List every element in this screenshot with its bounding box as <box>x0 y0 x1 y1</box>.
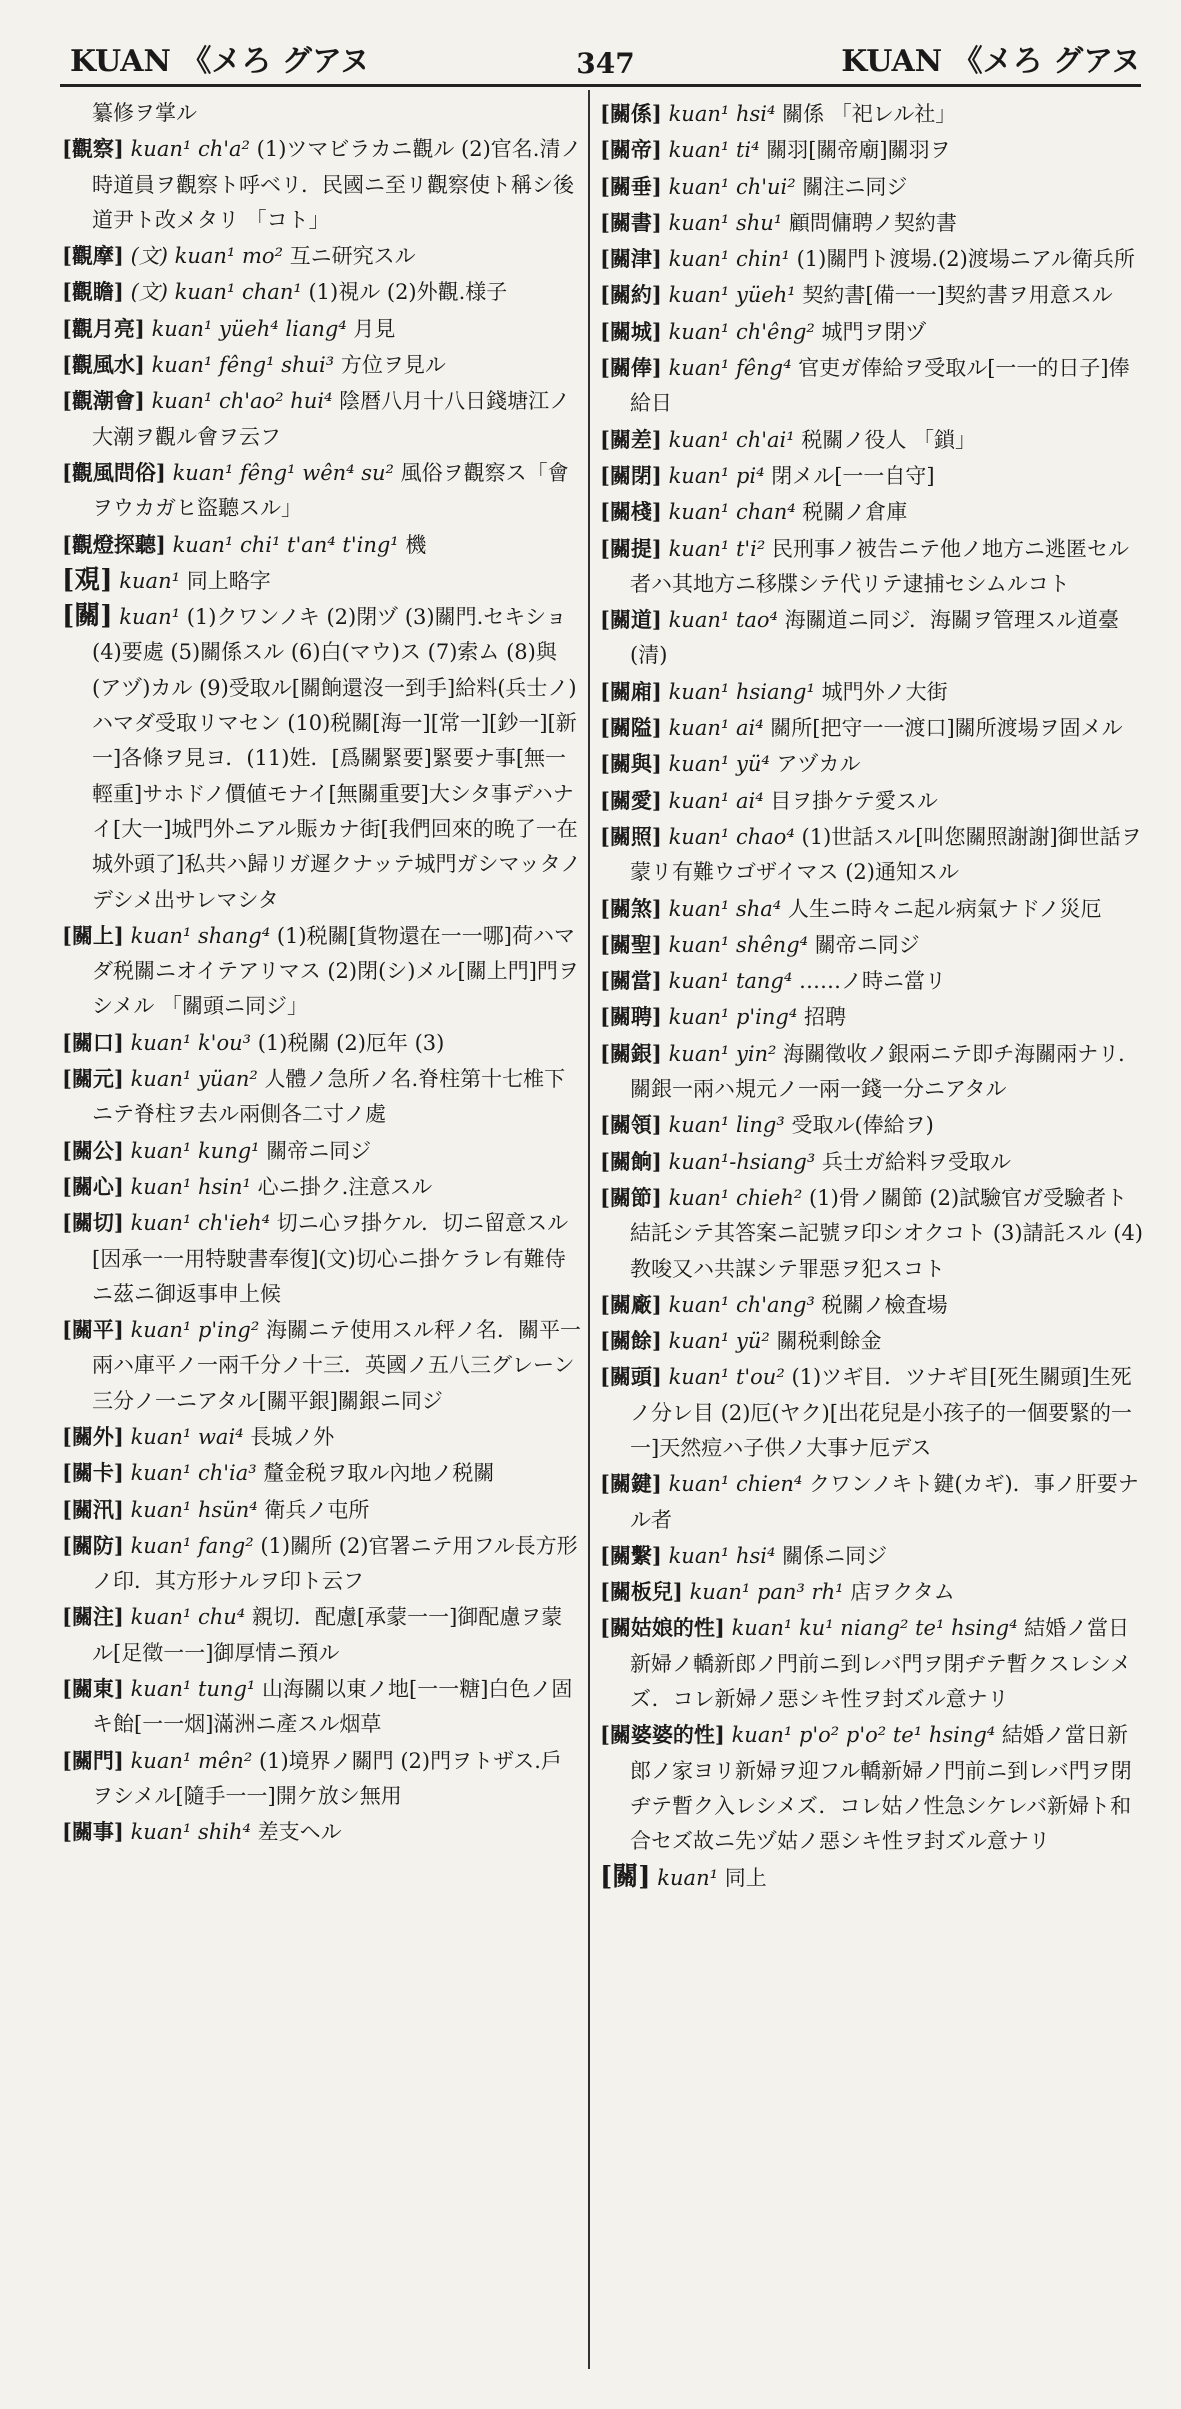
entry-definition: 人生ニ時々ニ起ル病氣ナドノ災厄 <box>787 896 1102 921</box>
entry-reading: kuan¹ ch'ao² hui⁴ <box>151 389 333 414</box>
entry-reading: kuan¹ fêng¹ wên⁴ su² <box>172 460 394 485</box>
entry-headword: [關婆婆的性] <box>600 1722 725 1748</box>
entry-reading: kuan¹ chien⁴ <box>668 1472 803 1497</box>
entry-definition: 纂修ヲ掌ル <box>92 101 197 125</box>
dictionary-entry <box>62 1169 582 1205</box>
dictionary-entry <box>600 1287 1145 1323</box>
entry-headword: [關防] <box>62 1532 124 1558</box>
dictionary-entry <box>600 277 1145 313</box>
entry-reading: kuan¹ yü² <box>668 1329 770 1354</box>
dictionary-entry <box>600 205 1145 241</box>
entry-headword: [關外] <box>62 1423 124 1449</box>
entry-reading: kuan¹ ch'ia³ <box>130 1461 257 1486</box>
dictionary-entry <box>600 1323 1145 1359</box>
entry-reading: kuan¹ shêng⁴ <box>668 932 809 957</box>
entry-headword: [關道] <box>600 607 662 633</box>
dictionary-entry <box>62 563 582 599</box>
entry-reading: kuan¹ ai⁴ <box>668 716 764 741</box>
entry-headword: [觀風水] <box>62 352 145 378</box>
entry-headword: [關隘] <box>600 715 662 741</box>
entry-headword: [觀摩] <box>62 243 124 269</box>
dictionary-entry <box>62 347 582 383</box>
right-column <box>600 96 1145 2369</box>
entry-headword: [關東] <box>62 1676 124 1702</box>
dictionary-entry <box>600 531 1145 603</box>
dictionary-entry <box>600 422 1145 458</box>
entry-reading: kuan¹ k'ou³ <box>130 1030 252 1055</box>
dictionary-entry <box>62 1419 582 1455</box>
dictionary-entry <box>62 1599 582 1671</box>
entry-reading: kuan¹ hsün⁴ <box>130 1497 258 1522</box>
dictionary-entry <box>62 311 582 347</box>
dictionary-entry <box>600 241 1145 277</box>
entry-headword: [關照] <box>600 823 662 849</box>
entry-reading: kuan¹ pi⁴ <box>668 463 765 488</box>
entry-headword: [關事] <box>62 1819 124 1845</box>
entry-definition: 關係ニ同ジ <box>782 1543 888 1568</box>
entry-headword: [關閉] <box>600 462 662 488</box>
entry-reading: kuan¹ shih⁴ <box>130 1820 251 1845</box>
dictionary-entry <box>62 96 582 131</box>
entry-reading: kuan¹ chu⁴ <box>130 1605 246 1630</box>
entry-headword: [觀潮會] <box>62 388 145 414</box>
entry-headword: [關愛] <box>600 787 662 813</box>
entry-definition: 海關道ニ同ジ．海關ヲ管理スル道臺(清) <box>630 608 1119 668</box>
entry-definition: 釐金税ヲ取ル內地ノ税關 <box>263 1461 495 1486</box>
dictionary-entry <box>62 527 582 563</box>
entry-headword: [關] <box>600 1861 651 1892</box>
dictionary-entry <box>600 1107 1145 1143</box>
entry-headword: [關節] <box>600 1184 662 1210</box>
entry-headword: [關繫] <box>600 1542 662 1568</box>
entry-definition: 機 <box>405 532 427 557</box>
entry-reading: kuan¹ <box>119 568 181 593</box>
entry-headword: [關姑娘的性] <box>600 1615 725 1641</box>
entry-definition: ……ノ時ニ當リ <box>798 969 946 994</box>
dictionary-entry <box>600 891 1145 927</box>
entry-definition: (1)骨ノ關節 (2)試驗官ガ受驗者ト結託シテ其答案ニ記號ヲ印シオクコト (3)請託スル (4)教唆又ハ共謀シテ罪惡ヲ犯スコト <box>630 1185 1144 1281</box>
dictionary-entry <box>62 1455 582 1491</box>
entry-definition: 心ニ掛ク.注意スル <box>257 1174 433 1199</box>
entry-definition: 同上 <box>724 1865 767 1890</box>
entry-definition: 關帝ニ同ジ <box>266 1138 372 1163</box>
column-divider <box>588 90 590 2369</box>
entry-reading: kuan¹ <box>657 1865 719 1890</box>
entry-reading: kuan¹ yüan² <box>130 1067 258 1092</box>
entry-definition: 衛兵ノ屯所 <box>264 1497 370 1522</box>
entry-reading: kuan¹ chao⁴ <box>668 824 795 849</box>
entry-reading: kuan¹ mên² <box>130 1748 253 1773</box>
dictionary-entry <box>600 746 1145 782</box>
entry-headword: [觀瞻] <box>62 279 124 305</box>
entry-definition: 親切．配慮[承蒙一一]御配慮ヲ蒙ル[足徵一一]御厚情ニ預ル <box>92 1605 563 1665</box>
entry-headword: [關廠] <box>600 1291 662 1317</box>
entry-reading: kuan¹ tao⁴ <box>668 608 778 633</box>
entry-reading: kuan¹ kung¹ <box>130 1138 260 1163</box>
left-column <box>62 96 582 2369</box>
entry-headword: [觀燈探聽] <box>62 531 166 557</box>
entry-reading: kuan¹ chan⁴ <box>668 500 796 525</box>
entry-definition: (1)税關 (2)厄年 (3) <box>257 1030 445 1055</box>
entry-reading: kuan¹ ling³ <box>668 1113 785 1138</box>
entry-headword: [關棧] <box>600 499 662 525</box>
entry-headword: [關汛] <box>62 1496 124 1522</box>
entry-reading: kuan¹ ch'ang³ <box>668 1292 815 1317</box>
entry-definition: 互ニ研究スル <box>289 244 416 269</box>
entry-definition: 招聘 <box>803 1005 846 1030</box>
entry-headword: [關元] <box>62 1066 124 1092</box>
entry-reading: kuan¹ yüeh⁴ liang⁴ <box>151 316 347 341</box>
entry-headword: [關心] <box>62 1173 124 1199</box>
entry-definition: 月見 <box>353 316 396 341</box>
entry-definition: (1)ツマビラカニ觀ル (2)官名.清ノ時道員ヲ觀察ト呼ベリ．民國ニ至リ觀察使ト稱シ後道尹ト改メタリ 「コト」 <box>92 137 582 232</box>
entry-reading: kuan¹ tung¹ <box>130 1677 256 1702</box>
entry-reading: kuan¹ ai⁴ <box>668 788 764 813</box>
entry-reading: (文) kuan¹ chan¹ <box>130 280 302 305</box>
dictionary-entry <box>600 458 1145 494</box>
entry-definition: 關注ニ同ジ <box>802 174 908 199</box>
dictionary-entry <box>62 1743 582 1815</box>
entry-definition: 同上略字 <box>186 568 271 593</box>
dictionary-entry <box>600 1860 1145 1896</box>
dictionary-entry <box>62 1061 582 1133</box>
entry-headword: [觀風問俗] <box>62 459 166 485</box>
dictionary-entry <box>600 1538 1145 1574</box>
entry-reading: kuan¹ pan³ rh¹ <box>689 1580 844 1605</box>
entry-reading: kuan¹ <box>119 605 181 630</box>
dictionary-entry <box>600 1717 1145 1859</box>
entry-definition: (1)境界ノ關門 (2)門ヲトザス.戶ヲシメル[隨手一一]開ケ放シ無用 <box>92 1748 562 1808</box>
entry-headword: [關鍵] <box>600 1471 662 1497</box>
entry-headword: [關餘] <box>600 1328 662 1354</box>
dictionary-entry <box>62 238 582 274</box>
entry-headword: [觀察] <box>62 136 124 162</box>
page-header <box>70 28 1141 80</box>
dictionary-entry <box>600 1466 1145 1538</box>
header-right: KUAN 《メろ グアヌ <box>841 44 1141 79</box>
entry-headword: [關公] <box>62 1137 124 1163</box>
entry-definition: 目ヲ掛ケテ愛スル <box>770 788 938 813</box>
entry-reading: kuan¹ ch'a² <box>130 137 250 162</box>
dictionary-entry <box>62 1312 582 1419</box>
dictionary-entry <box>62 455 582 527</box>
dictionary-entry <box>62 599 582 918</box>
entry-definition: 民刑事ノ被告ニテ他ノ地方ニ逃匿セル者ハ其地方ニ移牒シテ代リテ逮捕セシムルコト <box>630 536 1129 596</box>
entry-reading: kuan¹ tang⁴ <box>668 969 793 994</box>
entry-reading: kuan¹ yüeh¹ <box>668 283 796 308</box>
entry-reading: kuan¹ shu¹ <box>668 210 783 235</box>
entry-reading: kuan¹ hsiang¹ <box>668 679 815 704</box>
entry-reading: kuan¹ hsin¹ <box>130 1174 251 1199</box>
dictionary-entry <box>62 383 582 455</box>
entry-definition: 税關ノ倉庫 <box>802 500 908 525</box>
entry-headword: [關津] <box>600 246 662 272</box>
entry-headword: [關當] <box>600 968 662 994</box>
entry-headword: [關煞] <box>600 895 662 921</box>
entry-reading: kuan¹ p'o² p'o² te¹ hsing⁴ <box>731 1723 996 1748</box>
entry-definition: 關帝ニ同ジ <box>814 932 920 957</box>
entry-reading: kuan¹ fêng¹ shui³ <box>151 353 335 378</box>
entry-headword: [關約] <box>600 282 662 308</box>
dictionary-entry <box>62 1205 582 1312</box>
entry-reading: kuan¹ sha⁴ <box>668 896 782 921</box>
entry-definition: 風俗ヲ觀察ス「會ヲウカガヒ盜聽スル」 <box>92 460 569 521</box>
dictionary-entry <box>62 1025 582 1061</box>
header-rule <box>60 84 1141 87</box>
entry-definition: 兵士ガ給料ヲ受取ル <box>821 1149 1011 1174</box>
entry-reading: kuan¹ t'i² <box>668 536 766 561</box>
entry-definition: 城門外ノ大街 <box>821 679 948 704</box>
dictionary-entry <box>600 674 1145 710</box>
dictionary-entry <box>600 132 1145 168</box>
dictionary-entry <box>600 96 1145 132</box>
entry-definition: 長城ノ外 <box>250 1424 335 1449</box>
entry-headword: [關垂] <box>600 173 662 199</box>
dictionary-entry <box>600 494 1145 530</box>
page-number: 347 <box>576 47 635 80</box>
entry-definition: 城門ヲ閉ヅ <box>821 319 927 344</box>
entry-headword: [關板兒] <box>600 1579 683 1605</box>
entry-reading: kuan¹ t'ou² <box>668 1365 785 1390</box>
entry-headword: [關係] <box>600 101 662 126</box>
entry-headword: [關廂] <box>600 678 662 704</box>
dictionary-entry <box>62 1133 582 1169</box>
entry-definition: 受取ル(俸給ヲ) <box>791 1113 934 1138</box>
entry-definition: アヅカル <box>776 752 861 777</box>
entry-headword: [關提] <box>600 535 662 561</box>
entry-definition: (1)關門ト渡場.(2)渡場ニアル衛兵所 <box>796 247 1135 272</box>
entry-reading: kuan¹ ch'êng² <box>668 319 815 344</box>
entry-reading: kuan¹ fang² <box>130 1533 254 1558</box>
entry-reading: kuan¹-hsiang³ <box>668 1149 816 1174</box>
entry-headword: [關領] <box>600 1112 662 1138</box>
entry-headword: [關] <box>62 601 113 632</box>
dictionary-entry <box>600 963 1145 999</box>
dictionary-entry <box>600 350 1145 422</box>
entry-reading: (文) kuan¹ mo² <box>130 244 283 269</box>
entry-headword: [覌] <box>62 564 113 595</box>
entry-headword: [關帝] <box>600 137 662 163</box>
entry-headword: [關俸] <box>600 355 662 381</box>
entry-definition: 方位ヲ見ル <box>340 353 446 378</box>
entry-headword: [關餉] <box>600 1148 662 1174</box>
entry-headword: [關卡] <box>62 1460 124 1486</box>
entry-definition: (1)視ル (2)外觀.様子 <box>308 280 508 305</box>
dictionary-entry <box>62 1814 582 1850</box>
entry-definition: クワンノキト鍵(カギ)．事ノ肝要ナル者 <box>630 1472 1139 1532</box>
dictionary-entry <box>62 274 582 310</box>
entry-definition: 海關ニテ使用スル秤ノ名．關平一兩ハ庫平ノ一兩千分ノ十三．英國ノ五八三グレーン三分ノ一ニアタル[關平銀]關銀ニ同ジ <box>92 1318 581 1413</box>
dictionary-entry <box>600 819 1145 891</box>
entry-reading: kuan¹ yin² <box>668 1041 777 1066</box>
dictionary-entry <box>600 710 1145 746</box>
entry-reading: kuan¹ ku¹ niang² te¹ hsing⁴ <box>731 1616 1018 1641</box>
entry-headword: [關門] <box>62 1747 124 1773</box>
entry-definition: 關羽[關帝廟]關羽ヲ <box>766 138 951 163</box>
entry-reading: kuan¹ hsi⁴ <box>668 1543 776 1568</box>
entry-definition: 關所[把守一一渡口]關所渡場ヲ固メル <box>770 716 1123 741</box>
dictionary-entry <box>600 1574 1145 1610</box>
entry-headword: [關差] <box>600 426 662 452</box>
entry-definition: 店ヲクタム <box>850 1580 955 1605</box>
entry-reading: kuan¹ ch'ieh⁴ <box>130 1211 271 1236</box>
entry-reading: kuan¹ chieh² <box>668 1185 803 1210</box>
entry-definition: 結婚ノ當日新郎ノ家ヨリ新婦ヲ迎フル轎新婦ノ門前ニ到レバ門ヲ閉ヂテ暫ク入レシメズ．コレ姑ノ性急シケレバ新婦ト和合セズ故ニ先ヅ姑ノ惡シキ性ヲ封ズル意ナリ <box>630 1723 1132 1854</box>
dictionary-entry <box>600 1359 1145 1466</box>
dictionary-entry <box>62 131 582 238</box>
entry-definition: 税關ノ役人 「鎖」 <box>801 427 977 452</box>
entry-reading: kuan¹ chi¹ t'an⁴ t'ing¹ <box>172 532 399 557</box>
dictionary-entry <box>600 783 1145 819</box>
entry-definition: 海關徵收ノ銀兩ニテ即チ海關兩ナリ．關銀一兩ハ規元ノ一兩一錢一分ニアタル <box>630 1041 1140 1102</box>
entry-definition: (1)クワンノキ (2)閉ヅ (3)關門.セキショ (4)要處 (5)關係スル (6)白(マウ)ス (7)索ム (8)與(アヅ)カル (9)受取ル[關餉還沒一到手]給料(兵士ノ)ハマダ受取リマセン (10)税關[海一][常一][鈔一][新一]各條ヲ見ヨ．(11)姓．[爲關緊要]緊要ナ事[無一輕重]サホドノ價値モナイ[無關重要]大シタ事デハナイ[大一]城門外ニアル賑カナ街[我們回來的晩了一在城外頭了]私共ハ歸リガ遲クナッテ城門ガシマッタノデシメ出サレマシタ <box>92 605 582 912</box>
dictionary-entry <box>62 918 582 1025</box>
entry-reading: kuan¹ shang⁴ <box>130 923 271 948</box>
entry-definition: 關税剩餘金 <box>776 1329 882 1354</box>
entry-headword: [關書] <box>600 209 662 235</box>
entry-reading: kuan¹ ch'ui² <box>668 174 796 199</box>
entry-headword: [關銀] <box>600 1040 662 1066</box>
entry-headword: [關注] <box>62 1604 124 1630</box>
entry-definition: (1)ツギ目．ツナギ目[死生關頭]生死ノ分レ目 (2)厄(ヤク)[出花兒是小孩子的一個要緊的一一]天然痘ハ子供ノ大事ナ厄デス <box>630 1365 1132 1460</box>
dictionary-entry <box>62 1528 582 1600</box>
entry-reading: kuan¹ ch'ai¹ <box>668 427 795 452</box>
dictionary-entry <box>600 1036 1145 1108</box>
entry-definition: 契約書[備一一]契約書ヲ用意スル <box>802 283 1113 308</box>
entry-definition: (1)關所 (2)官署ニテ用フル長方形ノ印．其方形ナルヲ印ト云フ <box>92 1533 578 1594</box>
entry-headword: [關頭] <box>600 1364 662 1390</box>
entry-headword: [關城] <box>600 318 662 344</box>
entry-definition: 陰暦八月十八日錢塘江ノ大潮ヲ觀ル會ヲ云フ <box>92 389 571 449</box>
entry-reading: kuan¹ yü⁴ <box>668 752 770 777</box>
entry-reading: kuan¹ fêng⁴ <box>668 356 792 381</box>
dictionary-entry <box>600 1144 1145 1180</box>
entry-definition: (1)世話スル[叫您關照謝謝]御世話ヲ蒙リ有難ウゴザイマス (2)通知スル <box>630 824 1142 885</box>
entry-reading: kuan¹ chin¹ <box>668 247 790 272</box>
entry-headword: [關平] <box>62 1317 124 1343</box>
entry-reading: kuan¹ p'ing⁴ <box>668 1005 798 1030</box>
dictionary-entry <box>600 1180 1145 1287</box>
entry-definition: 税關ノ檢査場 <box>821 1292 948 1317</box>
entry-definition: 切ニ心ヲ掛ケル．切ニ留意スル[因承一一用特駛書奉復](文)切心ニ掛ケラレ有難侍ニ茲ニ御返事申上候 <box>92 1211 569 1306</box>
dictionary-entry <box>600 169 1145 205</box>
dictionary-entry <box>600 1610 1145 1717</box>
entry-definition: 閉メル[一一自守] <box>771 463 935 488</box>
entry-definition: 人體ノ急所ノ名.脊柱第十七椎下ニテ脊柱ヲ去ル兩側各二寸ノ處 <box>92 1067 566 1127</box>
entry-definition: (1)税關[貨物還在一一哪]荷ハマダ税關ニオイテアリマス (2)閉(シ)メル[關上門]門ヲシメル 「關頭ニ同ジ」 <box>92 923 579 1019</box>
entry-reading: kuan¹ hsi⁴ <box>668 102 776 126</box>
entry-headword: [關切] <box>62 1210 124 1236</box>
entry-definition: 顧問傭聘ノ契約書 <box>788 210 957 235</box>
dictionary-entry <box>600 602 1145 674</box>
dictionary-entry <box>600 314 1145 350</box>
entry-definition: 山海關以東ノ地[一一糖]白色ノ固キ飴[一一烟]滿洲ニ產スル烟草 <box>92 1677 573 1737</box>
entry-headword: [關口] <box>62 1029 124 1055</box>
header-left: KUAN 《メろ グアヌ <box>70 44 370 79</box>
entry-headword: [關聖] <box>600 931 662 957</box>
entry-reading: kuan¹ p'ing² <box>130 1318 260 1343</box>
dictionary-entry <box>62 1492 582 1528</box>
entry-reading: kuan¹ wai⁴ <box>130 1424 244 1449</box>
entry-definition: 關係 「祀レル社」 <box>782 102 957 126</box>
entry-headword: [關聘] <box>600 1004 662 1030</box>
entry-definition: 官吏ガ俸給ヲ受取ル[一一的日子]俸給日 <box>630 356 1130 416</box>
entry-headword: [觀月亮] <box>62 315 145 341</box>
entry-headword: [關與] <box>600 751 662 777</box>
dictionary-entry <box>600 927 1145 963</box>
dictionary-entry <box>62 1671 582 1743</box>
entry-definition: 差支ヘル <box>257 1820 342 1845</box>
entry-reading: kuan¹ ti⁴ <box>668 138 760 163</box>
entry-headword: [關上] <box>62 922 124 948</box>
entry-definition: 結婚ノ當日新婦ノ轎新郎ノ門前ニ到レバ門ヲ閉ヂテ暫クスレシメズ．コレ新婦ノ惡シキ性ヲ封ズル意ナリ <box>630 1616 1132 1712</box>
dictionary-entry <box>600 999 1145 1035</box>
